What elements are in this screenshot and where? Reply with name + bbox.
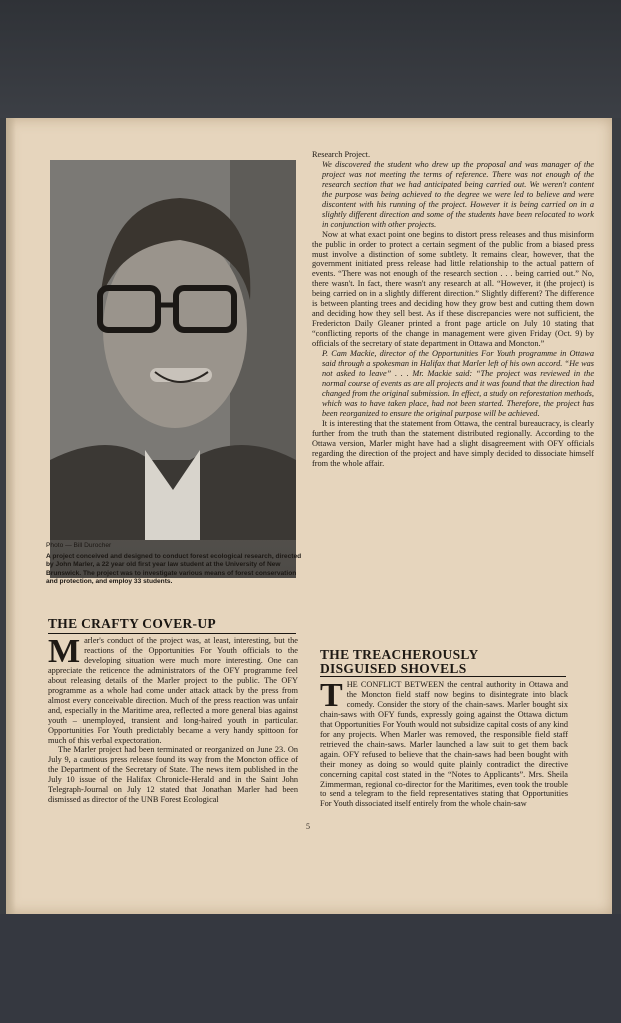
left-paragraph-1: arler's conduct of the project was, at least, interesting, but the reactions of the Opportunities For Youth officials to the developing situation were much more interesting. One can appreciate the reticence the administrators of the OFY programme feel about releasing details of the Marler project to the public. The OFY programme as a whole had come under attack attack by the press from almost every conceivable direction. Much of the press reaction was unfair and, especially in the Maritime area, reflected a more general bias against youth – unemployed, transient and long-haired youth in particular. Opportunities For Youth predictably became a very handy spittoon for much of this verbal expectoration. <box>48 636 298 745</box>
left-column-article <box>48 633 298 805</box>
photo-caption <box>46 542 308 587</box>
right-quote-2: P. Cam Mackie, director of the Opportunities For Youth programme in Ottawa said through a spokesman in Halifax that Marler left of his own accord. “He was not asked to leave” . . . Mr. Mackie said: “The project was reviewed in the normal course of events as are all projects and it was found that the direction had changed from the original submission. In effect, a study on reforestation methods, which was to have taken place, had not been started. Therefore, the project has been reorganized to ensure the original purpose will be achieved. <box>322 349 594 418</box>
scan-backdrop-top <box>0 0 621 118</box>
right-bottom-article <box>320 677 568 809</box>
dropcap-m: M <box>48 633 81 670</box>
section-headline-treacherously-disguised-shovels <box>320 648 566 677</box>
right-quote-1: We discovered the student who drew up the proposal and was manager of the project was not meeting the terms of reference. There was not enough of the research section that we had anticipated being carried out. We weren't content the purpose was being achieved to the degree we were led to believe and were discontent with his running of the project. However it is being carried on in a slightly different direction and some of the students have been relocated to work in conjunction with other projects. <box>322 159 594 229</box>
scan-backdrop-bottom <box>0 914 621 1023</box>
right-bottom-paragraph: HE CONFLICT BETWEEN the central authority in Ottawa and the Moncton field staff now begins to disintegrate into black comedy. Consider the story of the chain-saws. Marler bought six chain-saws with OFY funds, expressly going against the Ottawa dictum that Opportunities For Youth would not subsidize capital costs of any kind for any projects. When Marler was removed, the responsible field staff retrieved the chain-saws. Marler launched a law suit to get them back again. OFY refused to believe that the chain-saws had been bought with their money as doing so would quite plainly contradict the directive concerning capital cost stated in the “Notes to Applicants”. Mrs. Sheila Zimmerman, regional co-director for the Maritimes, even took the trouble to send a telegram to the field representatives stating that Opportunities For Youth dissociated itself entirely from the whole chain-saw <box>320 680 568 809</box>
portrait-illustration <box>50 160 296 540</box>
page-number: 5 <box>306 822 310 831</box>
right-paragraph-1: Research Project. <box>312 150 371 159</box>
right-paragraph-3: It is interesting that the statement from Ottawa, the central bureaucracy, is clearly further from the truth than the statement distributed regionally. According to the Ottawa version, Marler might have had a slight disagreement with OFY officials regarding the direction of the project and have simply decided to dissociate himself from the whole affair. <box>312 418 594 468</box>
headline-line-2: DISGUISED SHOVELS <box>320 661 467 676</box>
dropcap-t: T <box>320 677 343 714</box>
headline-line-1: THE TREACHEROUSLY <box>320 647 479 662</box>
photo-credit: Photo — Bill Durocher <box>46 542 112 549</box>
portrait-photo <box>50 160 296 578</box>
right-paragraph-2: Now at what exact point one begins to distort press releases and thus misinform the public in order to protect a certain segment of the public from a biased press must involve a distinction of some subtlety. It remains clear, however, that the government initiated press release had little relationship to the actual pattern of events. “There was not enough of the research section . . . being carried out.” No, there wasn't. In fact, there wasn't any research at all. “However, it (the project) is being carried on in a slightly different direction.” Slightly different? The difference is between planting trees and deciding how they grow best and cutting them down and deciding how they sell best. As if these discrepancies were not sufficient, the Fredericton Daily Gleaner printed a front page article on July 10 stating that “conflicting reports of the change in management were given Friday (Oct. 9) by officials of the secretary of state department in Ottawa and Moncton.” <box>312 229 594 349</box>
right-column-article <box>312 150 594 469</box>
page-edge-shadow <box>6 118 16 914</box>
magazine-page <box>6 118 612 914</box>
photo-caption-text: A project conceived and designed to conduct forest ecological research, directed by John Marler, a 22 year old first year law student at the University of New Brunswick. The project was to investigate various means of forest conservation and protection, and employ 33 students. <box>46 552 302 586</box>
left-paragraph-2: The Marler project had been terminated or reorganized on June 23. On July 9, a cautious press release found its way from the Moncton office of the Department of the Secretary of State. The news item published in the July 10 issue of the Halifax Chronicle-Herald and in the Saint John Telegraph-Journal on July 12 stated that Jonathan Marler had been dismissed as director of the UNB Forest Ecological <box>48 745 298 805</box>
section-headline-crafty-cover-up: THE CRAFTY COVER-UP <box>48 616 296 634</box>
